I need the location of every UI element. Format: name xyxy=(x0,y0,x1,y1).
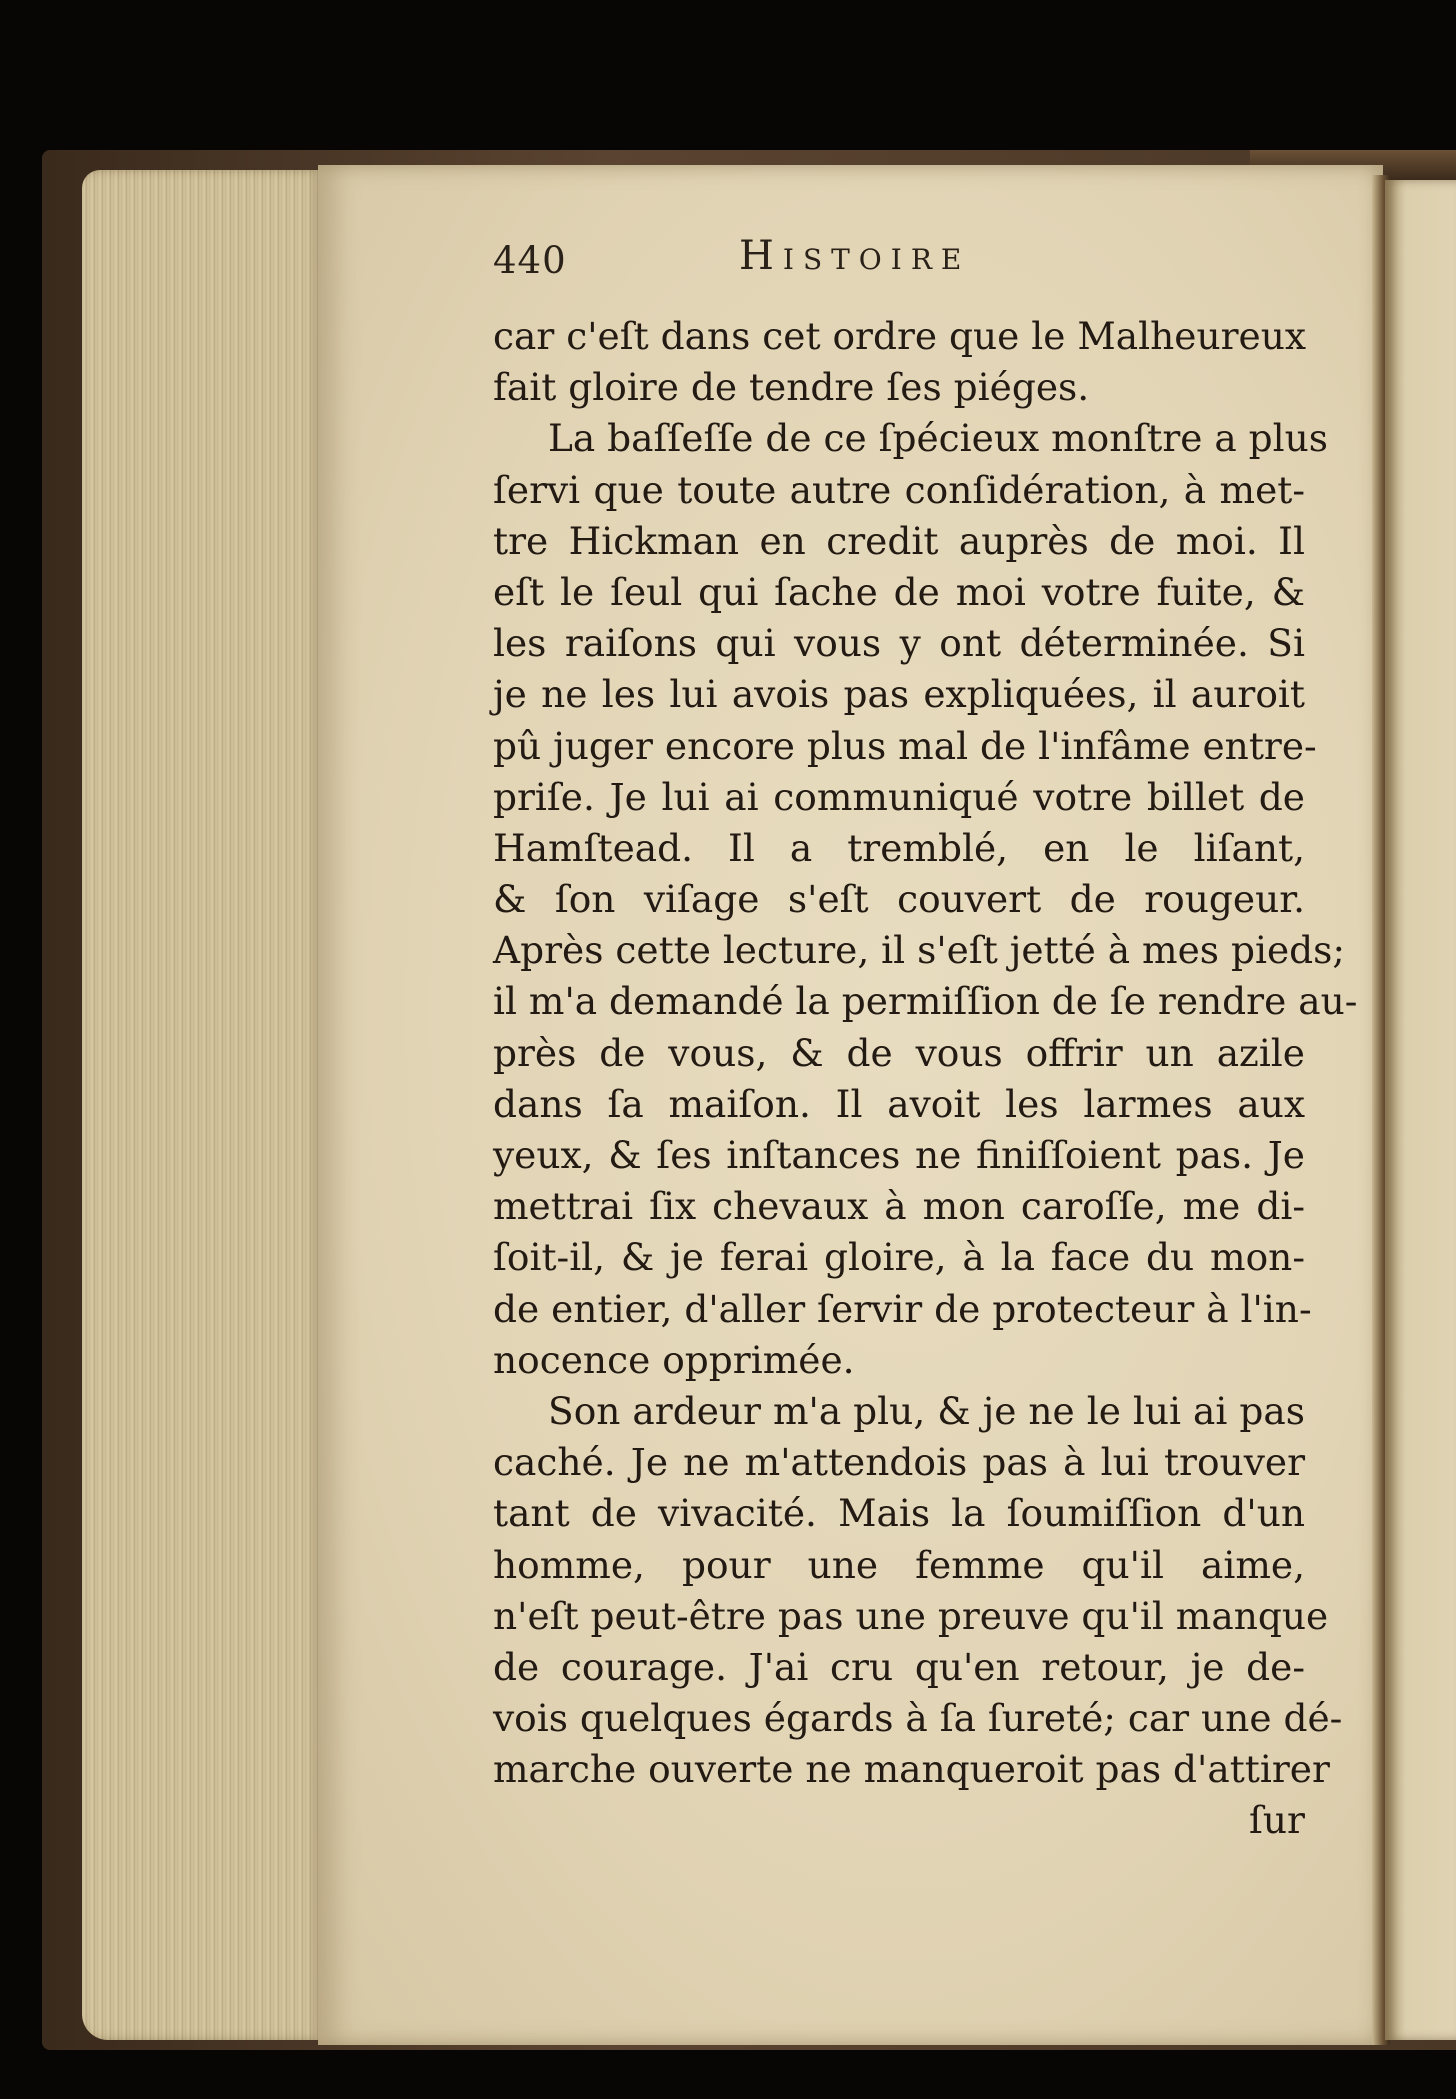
text-line: Après cette lecture, il s'eſt jetté à mes pieds; xyxy=(493,928,1346,973)
text-line: La baſſeſſe de ce ſpécieux monſtre a plus xyxy=(548,416,1329,461)
text-line: ſervi que toute autre conſidération, à met- xyxy=(493,467,1305,512)
text-line: caché. Je ne m'attendois pas à lui trouver xyxy=(493,1440,1305,1485)
text-line: homme, pour une femme qu'il aime, xyxy=(493,1542,1305,1587)
text-line: dans ſa maiſon. Il avoit les larmes aux xyxy=(493,1081,1305,1126)
text-line: de courage. J'ai cru qu'en retour, je de- xyxy=(493,1644,1305,1689)
text-line: il m'a demandé la permiſſion de ſe rendre au- xyxy=(493,979,1358,1024)
text-line: les raiſons qui vous y ont déterminée. Si xyxy=(493,621,1305,666)
text-line: fait gloire de tendre ſes piéges. xyxy=(493,365,1090,410)
text-line: de entier, d'aller ſervir de protecteur à l'in- xyxy=(493,1286,1312,1331)
text-line: vois quelques égards à ſa ſureté; car une dé- xyxy=(493,1696,1343,1741)
body-text xyxy=(493,311,1358,1847)
text-line: priſe. Je lui ai communiqué votre billet de xyxy=(493,774,1305,819)
page-number: 440 xyxy=(493,239,567,282)
text-line: Son ardeur m'a plu, & je ne le lui ai pas xyxy=(548,1388,1305,1433)
facing-page xyxy=(1385,180,1456,2040)
text-line: yeux, & ſes inſtances ne finiſſoient pas. Je xyxy=(493,1133,1305,1177)
running-header xyxy=(493,233,1308,293)
text-line: ſoit-il, & je ferai gloire, à la face du mon- xyxy=(493,1235,1305,1280)
text-line: n'eſt peut-être pas une preuve qu'il manque xyxy=(493,1593,1329,1638)
text-line: pû juger encore plus mal de l'infâme entre- xyxy=(493,723,1317,768)
text-line: tant de vivacité. Mais la ſoumiſſion d'un xyxy=(493,1491,1305,1536)
text-line: & ſon viſage s'eſt couvert de rougeur. xyxy=(493,877,1305,922)
running-title: Histoire xyxy=(739,233,971,279)
text-line: près de vous, & de vous offrir un azile xyxy=(493,1030,1305,1075)
text-line: nocence opprimée. xyxy=(493,1337,855,1382)
text-line: marche ouverte ne manqueroit pas d'attirer xyxy=(493,1747,1330,1792)
text-line: mettrai ſix chevaux à mon caroſſe, me di- xyxy=(493,1184,1305,1229)
text-line: tre Hickman en credit auprès de moi. Il xyxy=(493,518,1305,563)
text-line: Hamſtead. Il a tremblé, en le liſant, xyxy=(493,825,1305,870)
text-line: car c'eſt dans cet ordre que le Malheureux xyxy=(493,314,1307,358)
text-line: je ne les lui avois pas expliquées, il auroit xyxy=(493,672,1305,717)
catchword: ſur xyxy=(1249,1798,1305,1843)
page-edges xyxy=(82,170,322,2040)
text-line: eſt le ſeul qui ſache de moi votre fuite, & xyxy=(493,569,1305,614)
